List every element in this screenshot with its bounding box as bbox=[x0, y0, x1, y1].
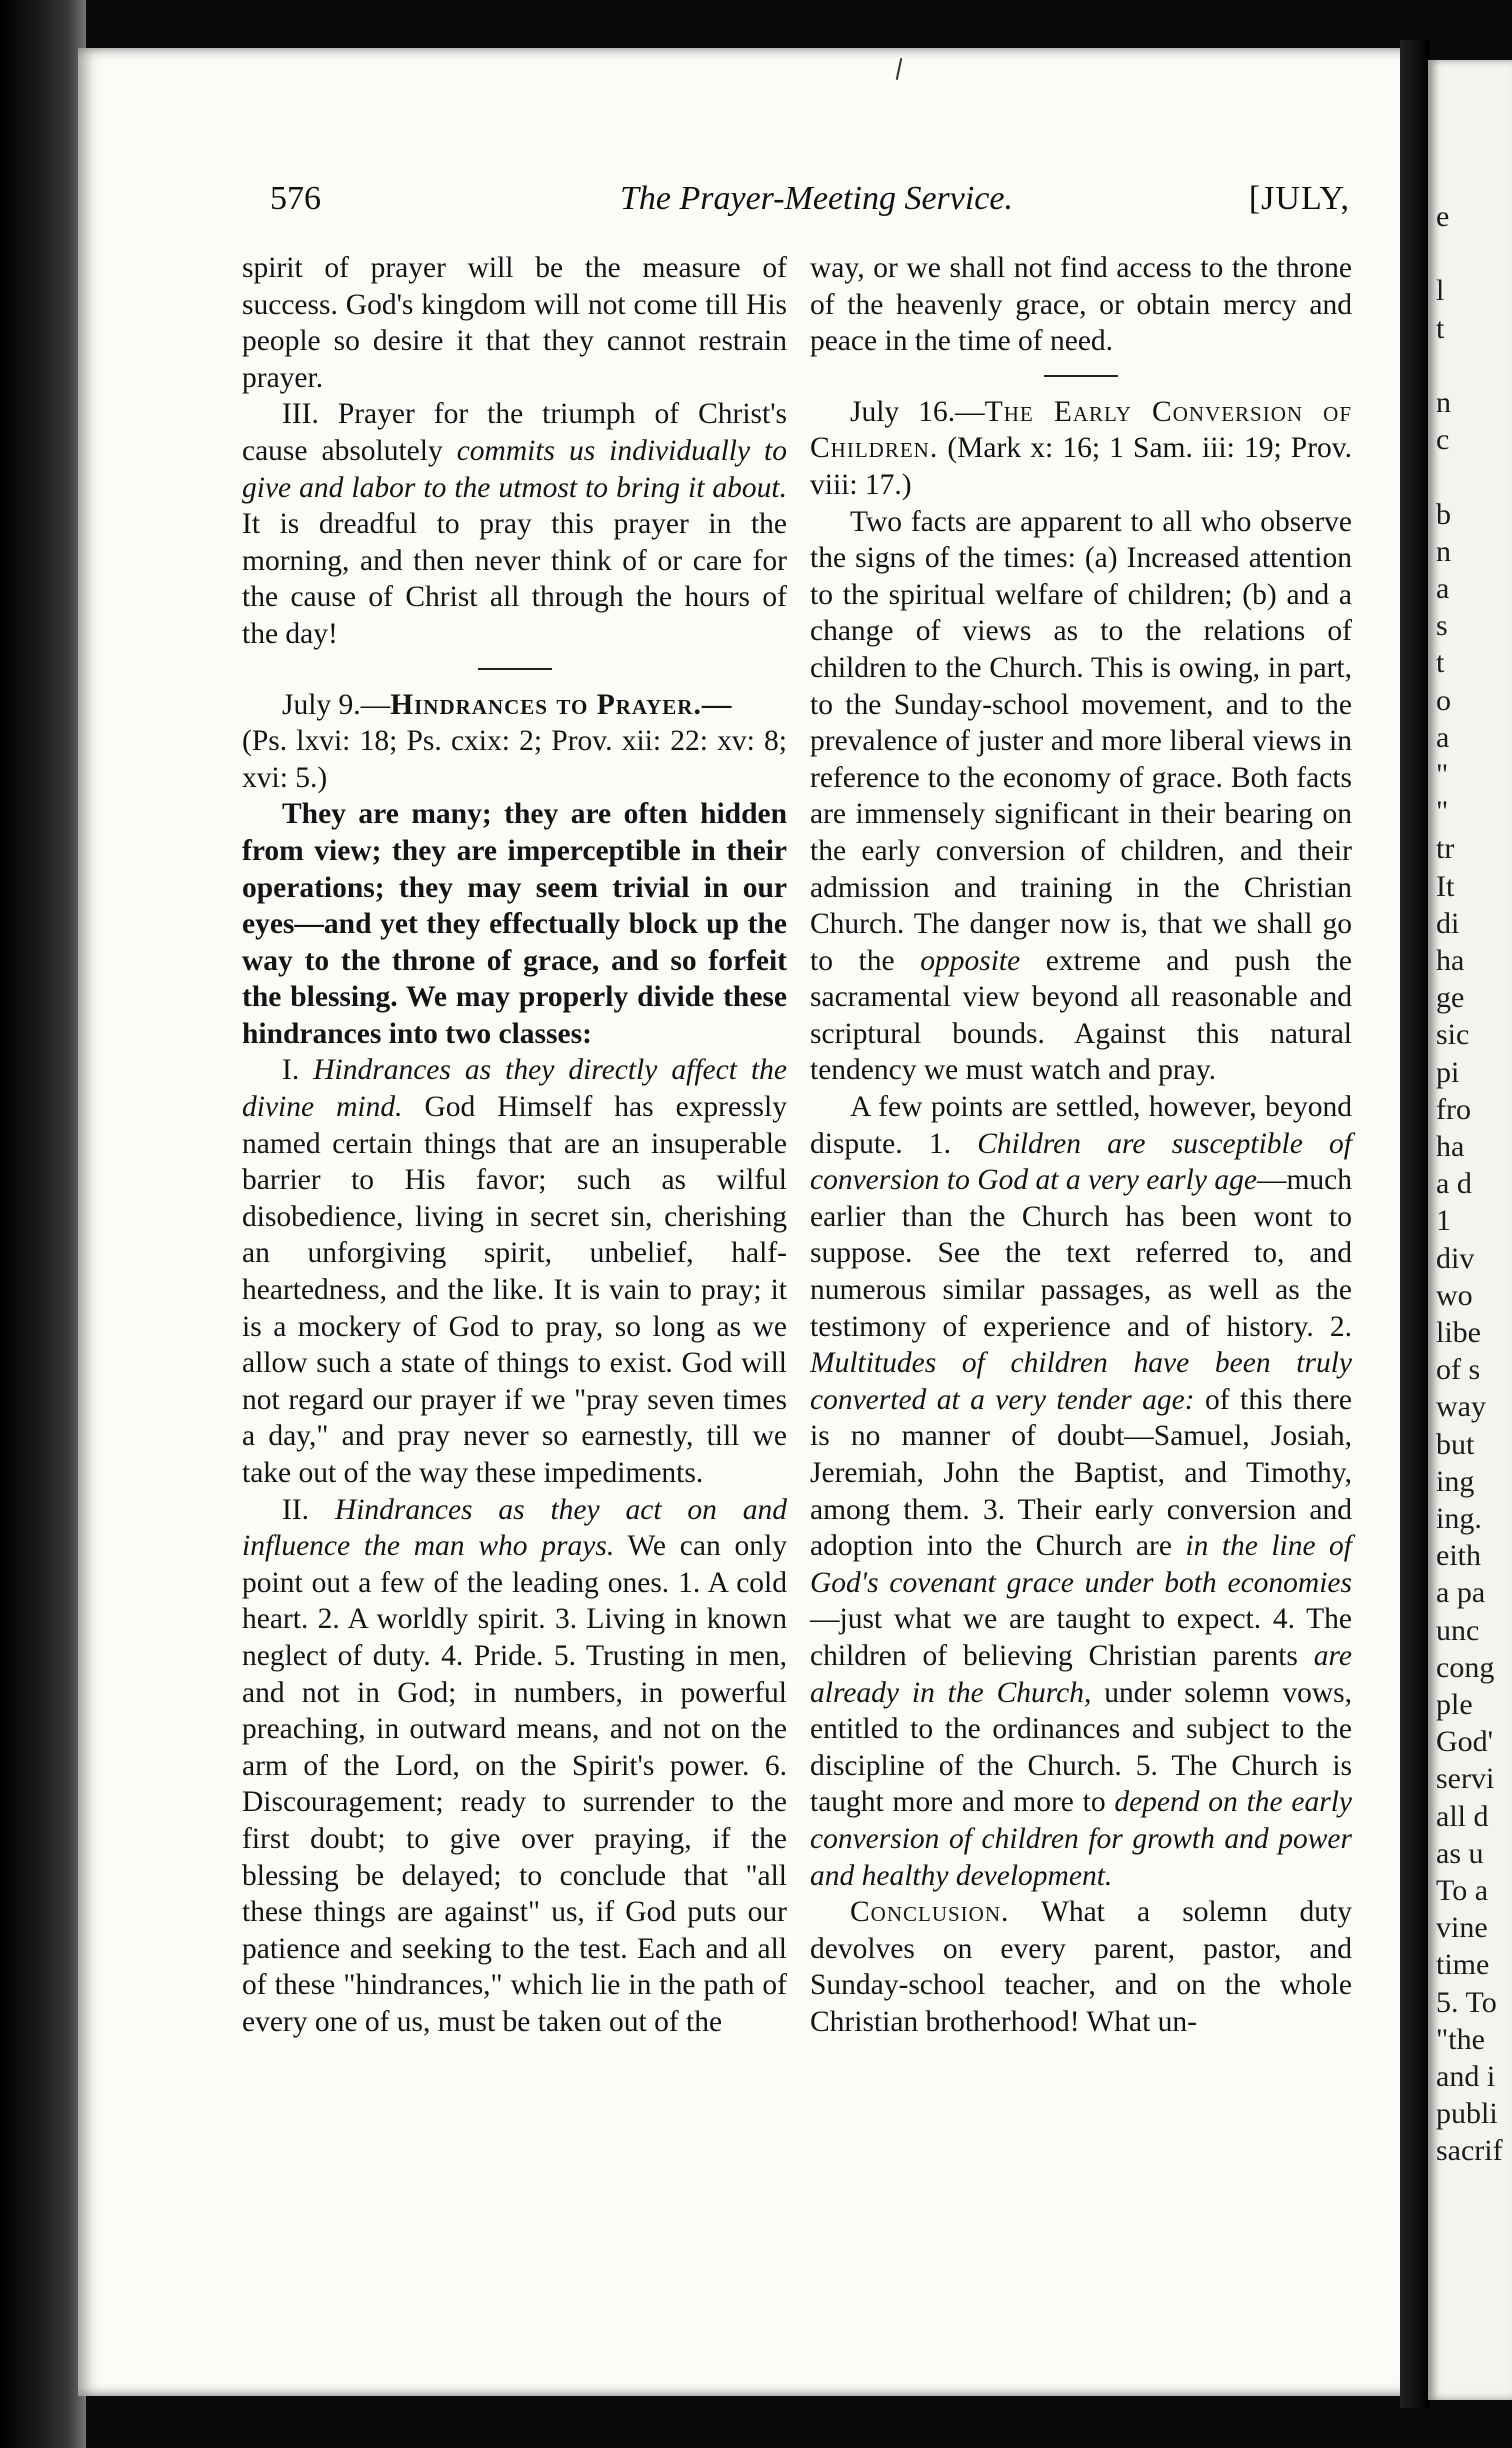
facing-page-fragment: God' bbox=[1436, 1725, 1494, 1759]
facing-page-fragment: sic bbox=[1436, 1018, 1470, 1052]
facing-page-fragment: To a bbox=[1436, 1874, 1489, 1907]
facing-page-fragment: ing. bbox=[1436, 1502, 1482, 1535]
facing-page-fragment: vine bbox=[1436, 1911, 1488, 1945]
text-run: extreme and push the sacramental view beyond all reasonable and scriptural bounds. Against this natural tendency we must watch and pray. bbox=[810, 944, 1352, 1087]
facing-page-fragment: e bbox=[1436, 200, 1450, 233]
facing-page-fragment: ple bbox=[1436, 1688, 1473, 1721]
text-run: of this there is no manner of doubt—Samuel, Josiah, Jeremiah, John the Baptist, and Timothy, among them. 3. Their early conversion and adoption into the Church are bbox=[810, 1383, 1352, 1563]
facing-page-fragment: "the bbox=[1436, 2022, 1485, 2056]
facing-page-fragment: unc bbox=[1436, 1613, 1480, 1647]
section-title: Hindrances to Prayer.— bbox=[390, 688, 733, 721]
facing-page-fragment: way bbox=[1436, 1390, 1486, 1424]
emphasis: Hindrances as they directly affect the divine mind. bbox=[242, 1054, 787, 1124]
right-column bbox=[810, 250, 1352, 2041]
conclusion-label: Conclusion. bbox=[850, 1896, 1010, 1929]
scripture-refs: (Mark x: 16; 1 Sam. iii: 19; Prov. viii: 17.) bbox=[810, 432, 1352, 501]
facing-page-fragment: a bbox=[1436, 720, 1450, 754]
facing-page-fragment: a pa bbox=[1436, 1576, 1486, 1610]
facing-page-fragment: wo bbox=[1436, 1278, 1473, 1312]
section-title: The Early Conversion of Children. bbox=[810, 395, 1353, 465]
text-run: I. bbox=[282, 1054, 314, 1087]
facing-page-fragment: 5. To bbox=[1436, 1985, 1497, 2019]
emphasis: depend on the early conversion of children for growth and power and healthy development. bbox=[810, 1786, 1352, 1892]
facing-page-fragment: tr bbox=[1436, 832, 1455, 866]
section-heading bbox=[242, 687, 787, 797]
facing-page-fragment: It bbox=[1436, 869, 1455, 903]
facing-page-fragment: o bbox=[1436, 683, 1451, 717]
facing-page-fragment: but bbox=[1436, 1427, 1475, 1461]
text-run: III. Prayer for the triumph of Christ's cause absolutely bbox=[242, 398, 787, 467]
stray-mark bbox=[896, 58, 903, 80]
paragraph bbox=[242, 396, 787, 652]
section-divider bbox=[1044, 375, 1118, 377]
facing-page-fragment: ing bbox=[1436, 1464, 1475, 1498]
text-run: —just what we are taught to expect. 4. The children of believing Christian parents bbox=[810, 1603, 1352, 1672]
section-divider bbox=[478, 668, 552, 670]
facing-page-fragment: as u bbox=[1436, 1836, 1484, 1870]
emphasis: Multitudes of children have been truly converted at a very tender age: bbox=[810, 1347, 1352, 1416]
scan-edge-left bbox=[0, 0, 86, 2448]
text-run: What a solemn duty devolves on every parent, pastor, and Sunday-school teacher, and on the whole Christian brotherhood! What un- bbox=[810, 1896, 1352, 2038]
paragraph: way, or we shall not find access to the throne of the heavenly grace, or obtain mercy and peace in the time of need. bbox=[810, 252, 1352, 358]
facing-page-fragment: " bbox=[1436, 758, 1449, 791]
section-heading bbox=[810, 394, 1352, 504]
facing-page-fragment: cong bbox=[1436, 1650, 1495, 1684]
scripture-refs: (Ps. lxvi: 18; Ps. cxix: 2; Prov. xii: 22: xv: 8; xvi: 5.) bbox=[242, 725, 787, 794]
facing-page-fragment: a bbox=[1436, 572, 1450, 605]
facing-page-fragment: of s bbox=[1436, 1353, 1481, 1387]
facing-page-fragment: t bbox=[1436, 311, 1445, 345]
facing-page-fragment: libe bbox=[1436, 1316, 1481, 1349]
paragraph: They are many; they are often hidden from view; they are imperceptible in their operations; they may seem trivial in our eyes—and yet they effectually block up the way to the throne of grace, and so forfeit the blessing. We may properly divide these hindrances into two classes: bbox=[242, 798, 787, 1050]
facing-page-fragment: all d bbox=[1436, 1799, 1489, 1833]
emphasis: Children are susceptible of conversion to God at a very early age bbox=[810, 1127, 1353, 1197]
page-number: 576 bbox=[270, 180, 321, 217]
emphasis: in the line of God's covenant grace under both economies bbox=[810, 1530, 1352, 1599]
running-title: The Prayer-Meeting Service. bbox=[620, 180, 1013, 217]
section-date: July 16.— bbox=[850, 395, 985, 428]
facing-page-fragment: sacrif bbox=[1436, 2134, 1503, 2168]
section-date: July 9.— bbox=[282, 688, 391, 721]
facing-page-fragment: c bbox=[1436, 423, 1450, 457]
paragraph: spirit of prayer will be the measure of success. God's kingdom will not come till His people so desire it that they cannot restrain prayer. bbox=[242, 252, 787, 394]
emphasis: commits us individually to give and labor to the utmost to bring it about. bbox=[242, 434, 787, 504]
facing-page-fragment: div bbox=[1436, 1241, 1475, 1275]
emphasis: are already in the Church, bbox=[810, 1639, 1352, 1709]
facing-page-fragment: servi bbox=[1436, 1762, 1495, 1796]
emphasis: opposite bbox=[920, 944, 1021, 977]
text-run: God Himself has expressly named certain things that are an insuperable barrier to His favor; such as wilful disobedience, living in secret sin, cherishing an unforgiving spirit, unbelief, half-heartedness, and the like. It is vain to pray; it is a mockery of God to pray, so long as we allow such a state of things to exist. God will not regard our prayer if we "pray seven times a day," and pray never so earnestly, till we take out of the way these impediments. bbox=[242, 1091, 787, 1489]
text-run: A few points are settled, however, beyond dispute. 1. bbox=[810, 1091, 1352, 1160]
paragraph bbox=[810, 1894, 1352, 2040]
facing-page-fragment: t bbox=[1436, 646, 1445, 680]
facing-page-fragment: publi bbox=[1436, 2097, 1498, 2131]
facing-page-fragment: n bbox=[1436, 534, 1451, 568]
text-run: under solemn vows, entitled to the ordinances and subject to the discipline of the Church. 5. The Church is taught more and more to bbox=[810, 1676, 1352, 1819]
text-run: It is dreadful to pray this prayer in the morning, and then never think of or care for the cause of Christ all through the hours of the day! bbox=[242, 508, 787, 650]
facing-page-fragment: a d bbox=[1436, 1167, 1472, 1201]
facing-page-fragment: 1 bbox=[1436, 1204, 1451, 1238]
facing-page-fragment: s bbox=[1436, 609, 1448, 643]
book-gutter bbox=[1400, 40, 1430, 2408]
facing-page-fragment: pi bbox=[1436, 1055, 1460, 1089]
facing-page-fragment: ge bbox=[1436, 981, 1465, 1015]
paragraph bbox=[242, 1492, 787, 2041]
left-column bbox=[242, 250, 787, 2041]
facing-page-fragment: ha bbox=[1436, 1130, 1465, 1163]
running-head bbox=[270, 180, 1350, 230]
facing-page-fragment: b bbox=[1436, 497, 1451, 531]
facing-page-fragment: di bbox=[1436, 906, 1460, 940]
facing-page-fragment: n bbox=[1436, 386, 1451, 419]
text-run: We can only point out a few of the leading ones. 1. A cold heart. 2. A worldly spirit. 3. Living in known neglect of duty. 4. Pride. 5. Trusting in men, and not in God; in numbers, in powerful preaching, in outward means, and not on the arm of the Lord, on the Spirit's power. 6. Discouragement; ready to surrender to the first doubt; to give over praying, if the blessing be delayed; to conclude that "all these things are against" us, if God puts our patience and seeking to the test. Each and all of these "hindrances," which lie in the path of every one of us, must be taken out of the bbox=[242, 1530, 787, 2038]
running-month: [JULY, bbox=[1248, 180, 1350, 217]
emphasis: Hindrances as they act on and influence the man who prays. bbox=[242, 1493, 787, 1563]
facing-page-fragment: and i bbox=[1436, 2060, 1496, 2093]
facing-page-fragment: ha bbox=[1436, 944, 1465, 977]
text-run: II. bbox=[282, 1493, 335, 1526]
facing-page-fragment: time bbox=[1436, 1948, 1490, 1982]
facing-page-fragment: l bbox=[1436, 274, 1445, 308]
paragraph bbox=[810, 1089, 1352, 1894]
paragraph bbox=[242, 1052, 787, 1491]
text-run: Two facts are apparent to all who observe the signs of the times: (a) Increased attention to the spiritual welfare of children; (b) and a change of views as to the relations of children to the Church. This is owing, in part, to the Sunday-school movement, and to the prevalence of juster and more liberal views in reference to the economy of grace. Both facts are immensely significant in their bearing on the early conversion of children, and their admission and training in the Christian Church. The danger now is, that we shall go to the bbox=[810, 505, 1352, 977]
facing-page-fragment: fro bbox=[1436, 1092, 1471, 1126]
facing-page-fragment: " bbox=[1436, 795, 1449, 829]
text-run: —much earlier than the Church has been wont to suppose. See the text referred to, and numerous similar passages, as well as the testimony of experience and of history. 2. bbox=[810, 1164, 1352, 1343]
next-page-edge bbox=[1428, 60, 1512, 2400]
facing-page-fragment: eith bbox=[1436, 1539, 1481, 1573]
paragraph bbox=[810, 504, 1352, 1090]
